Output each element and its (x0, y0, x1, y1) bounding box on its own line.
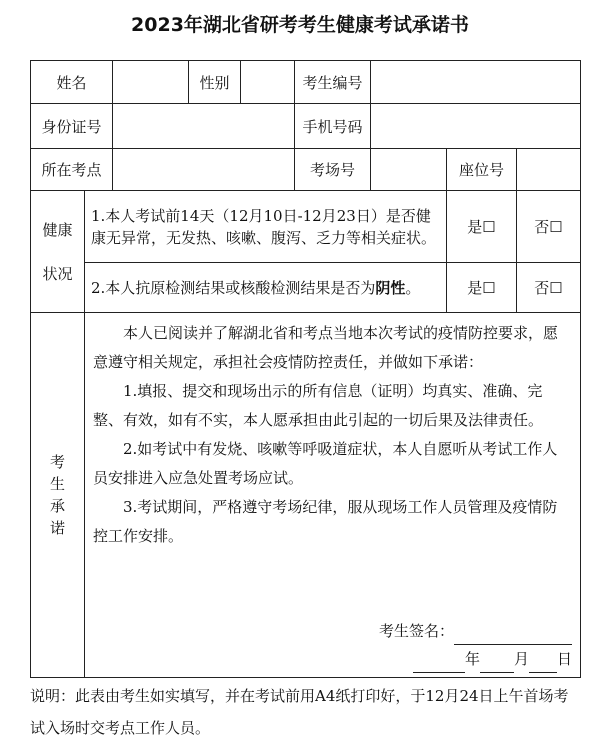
health-question-1: 1.本人考试前14天（12月10日-12月23日）是否健康无异常，无发热、咳嗽、腹泻、乏力等相关症状。 (85, 191, 447, 263)
signature-field[interactable] (454, 626, 572, 645)
id-number-field[interactable] (113, 104, 295, 149)
exam-site-field[interactable] (113, 149, 295, 191)
q2-yes-checkbox[interactable]: 是☐ (447, 263, 517, 313)
signature-line: 考生签名： (352, 617, 572, 645)
seat-number-field[interactable] (517, 149, 581, 191)
health-question-2: 2.本人抗原检测结果或核酸检测结果是否为阴性。 (85, 263, 447, 313)
commitment-form (30, 60, 581, 678)
phone-field[interactable] (371, 104, 581, 149)
id-number-label: 身份证号 (31, 104, 113, 149)
gender-label: 性别 (189, 61, 241, 104)
room-number-label: 考场号 (295, 149, 371, 191)
name-label: 姓名 (31, 61, 113, 104)
day-field[interactable] (529, 654, 557, 673)
date-line: 年 月 日 (352, 645, 572, 673)
gender-field[interactable] (241, 61, 295, 104)
exam-site-label: 所在考点 (31, 149, 113, 191)
year-field[interactable] (413, 654, 465, 673)
exam-id-field[interactable] (371, 61, 581, 104)
pledge-paragraph: 1.填报、提交和现场出示的所有信息（证明）均真实、准确、完整、有效，如有不实，本人愿承担由此引起的一切后果及法律责任。 (93, 382, 544, 429)
pledge-content (85, 313, 581, 678)
pledge-paragraph: 3.考试期间，严格遵守考场纪律，服从现场工作人员管理及疫情防控工作安排。 (93, 498, 558, 545)
month-field[interactable] (480, 654, 514, 673)
pledge-label: 考 生 承 诺 (31, 313, 85, 678)
exam-id-label: 考生编号 (295, 61, 371, 104)
phone-label: 手机号码 (295, 104, 371, 149)
seat-number-label: 座位号 (447, 149, 517, 191)
q1-no-checkbox[interactable]: 否☐ (517, 191, 581, 263)
document-title: 2023年湖北省研考考生健康考试承诺书 (131, 14, 469, 36)
q2-no-checkbox[interactable]: 否☐ (517, 263, 581, 313)
pledge-paragraph: 2.如考试中有发烧、咳嗽等呼吸道症状，本人自愿听从考试工作人员安排进入应急处置考场应试。 (93, 440, 558, 487)
health-status-label: 健康 状况 (31, 191, 85, 313)
pledge-paragraph: 本人已阅读并了解湖北省和考点当地本次考试的疫情防控要求，愿意遵守相关规定，承担社会疫情防控责任，并做如下承诺： (93, 324, 559, 371)
instruction-note: 说明：此表由考生如实填写，并在考试前用A4纸打印好，于12月24日上午首场考试入场时交考点工作人员。 (30, 687, 569, 737)
name-field[interactable] (113, 61, 189, 104)
signature-block (352, 617, 572, 673)
room-number-field[interactable] (371, 149, 447, 191)
q1-yes-checkbox[interactable]: 是☐ (447, 191, 517, 263)
